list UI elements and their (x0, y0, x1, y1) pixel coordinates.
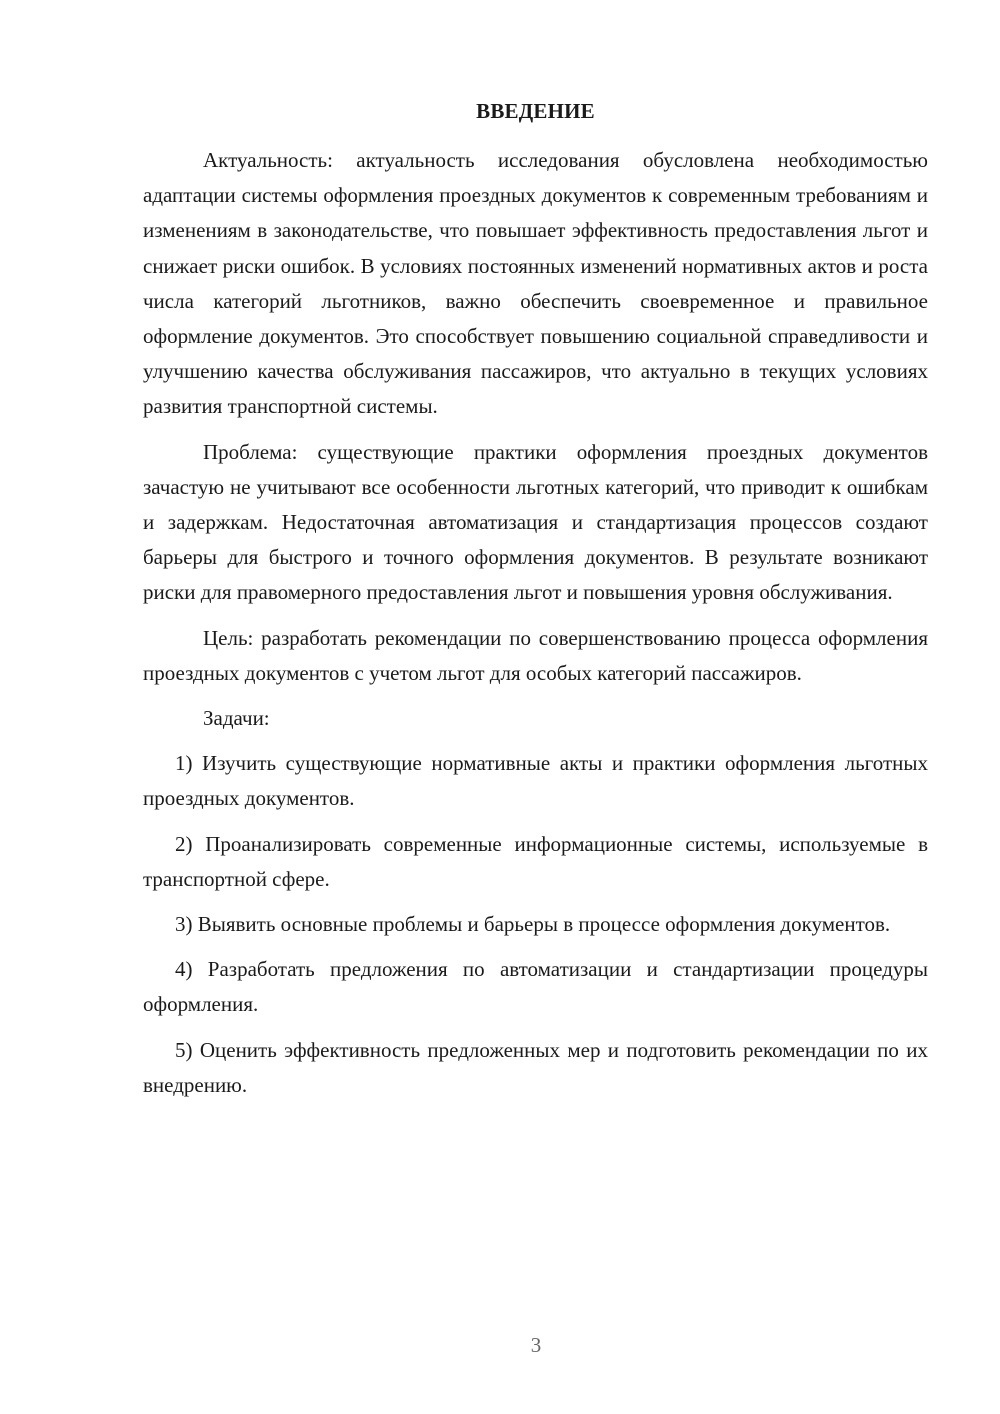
paragraph-relevance: Актуальность: актуальность исследования обусловлена необходимостью адаптации системы оформления проездных документов к современным требованиям и изменениям в законодательстве, что повышает эффективность предоставления льгот и снижает риски ошибок. В условиях постоянных изменений нормативных актов и роста числа категорий льготников, важно обеспечить своевременное и правильное оформление документов. Это способствует повышению социальной справедливости и улучшению качества обслуживания пассажиров, что актуально в текущих условиях развития транспортной системы. (143, 148, 928, 419)
paragraph-problem: Проблема: существующие практики оформления проездных документов зачастую не учитывают все особенности льготных категорий, что приводит к ошибкам и задержкам. Недостаточная автоматизация и стандартизация процессов создают барьеры для быстрого и точного оформления документов. В результате возникают риски для правомерного предоставления льгот и повышения уровня обслуживания. (143, 439, 928, 605)
section-title: ВВЕДЕНИЕ (476, 99, 595, 123)
task-item-5: 5) Оценить эффективность предложенных мер и подготовить рекомендации по их внедрению. (143, 1037, 928, 1097)
page-number: 3 (530, 1333, 542, 1357)
task-item-1: 1) Изучить существующие нормативные акты и практики оформления льготных проездных документов. (143, 751, 928, 811)
task-item-3: 3) Выявить основные проблемы и барьеры в процессе оформления документов. (175, 912, 891, 937)
task-item-2: 2) Проанализировать современные информационные системы, используемые в транспортной сфере. (143, 831, 928, 891)
document-body (143, 143, 928, 1103)
tasks-heading: Задачи: (203, 706, 270, 731)
paragraph-goal: Цель: разработать рекомендации по совершенствованию процесса оформления проездных документов с учетом льгот для особых категорий пассажиров. (143, 625, 928, 685)
task-item-4: 4) Разработать предложения по автоматизации и стандартизации процедуры оформления. (143, 957, 928, 1017)
